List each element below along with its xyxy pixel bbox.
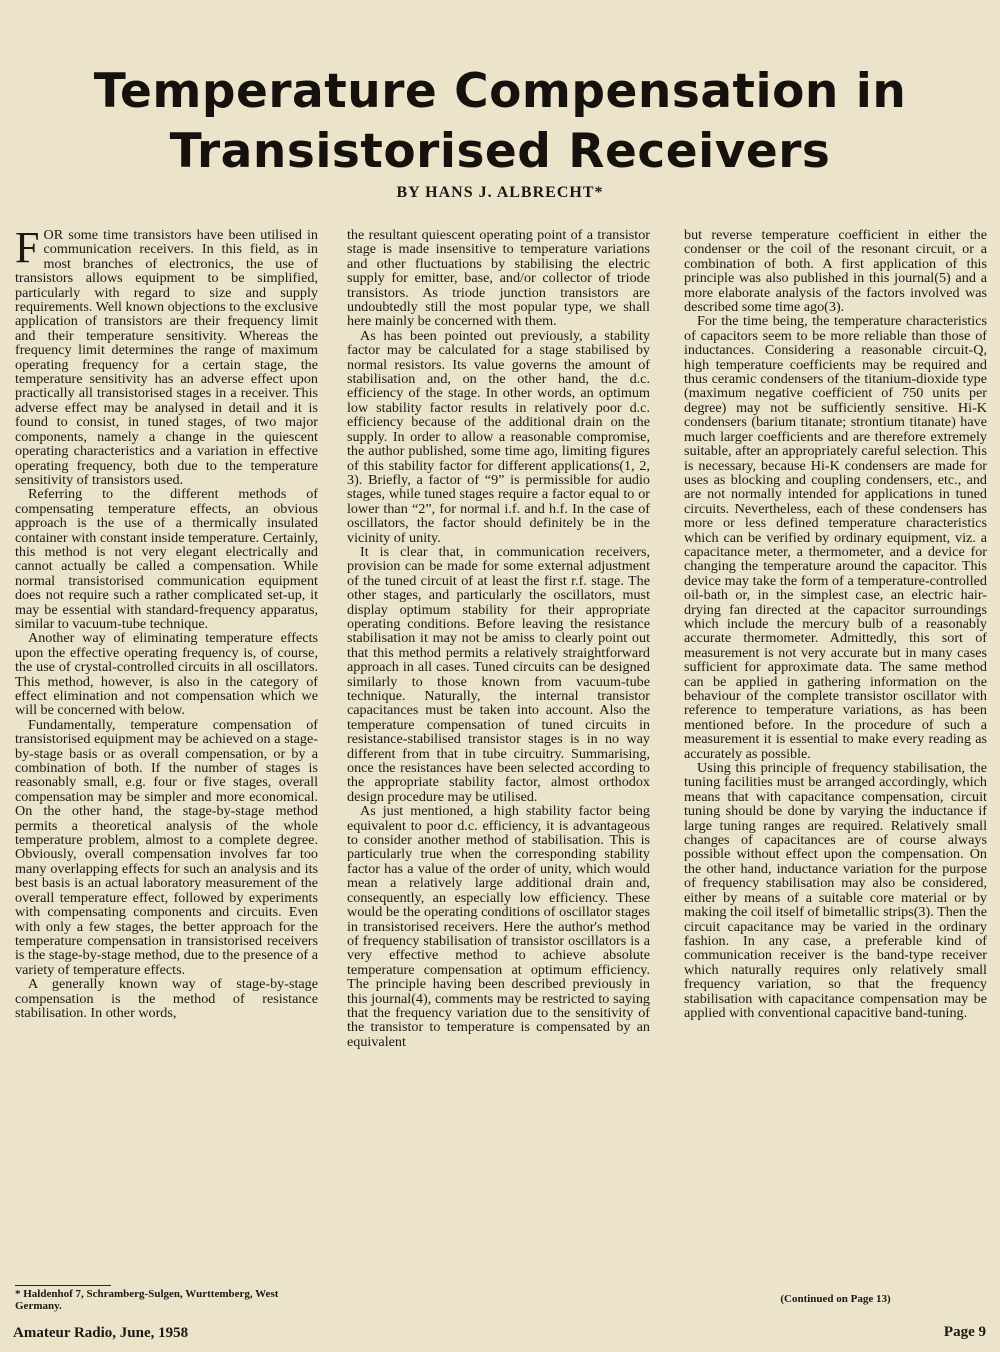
paragraph: the resultant quiescent operating point of a transistor stage is made insensitive to temperature variations and other fluctuations by stabilising the electric supply for emitter, base, and/or collector of triode transistors. As triode junction transistors are undoubtedly still the most popular type, we shall here mainly be concerned with them. (347, 227, 650, 330)
paragraph: For the time being, the temperature characteristics of capacitors seem to be more reliable than those of inductances. Considering a reasonable circuit-Q, high temperature coefficients may be required and thus ceramic condensers of the titanium-dioxide type (maximum negative coefficient of 750 units per degree) may not be sufficiently sensitive. Hi-K condensers (barium titanate; strontium titanate) have much larger coefficients and are therefore extremely suitable, after an appropriately careful selection. This is necessary, because Hi-K condensers are made for uses as blocking and coupling condensers, etc., and are not normally intended for applications in tuned circuits. Nevertheless, each of these condensers has more or less defined temperature characteristics which can be verified by ordinary equipment, viz. a capacitance meter, a thermometer, and a device for changing the temperature around the capacitor. This device may take the form of a temperature-controlled oil-bath or, in the simplest case, an electric hair-drying fan directed at the capacitor surroundings which include the mercury bulb of a reasonably accurate thermometer. Admittedly, this sort of measurement is not very accurate but in many cases sufficient for approximate data. The same method can be applied in gathering information on the behaviour of the complete transistor oscillator with reference to temperature variations, as has been mentioned before. In the procedure of such a measurement it is essential to make every reading as accurately as possible. (684, 313, 987, 762)
paragraph (15, 223, 318, 488)
continued-notice: (Continued on Page 13) (780, 1293, 891, 1305)
title-line-2: Transistorised Receivers (169, 124, 831, 179)
paragraph: Another way of eliminating temperature effects upon the effective operating frequency is, of course, the use of crystal-controlled circuits in all oscillators. This method, however, is also in the category of effect elimination and not compensation which we will be concerned with below. (15, 630, 318, 719)
paragraph: It is clear that, in communication receivers, provision can be made for some external adjustment of the tuned circuit of at least the first r.f. stage. The other stages, and particularly the oscillators, must display optimum stability for their appropriate operating conditions. Before leaving the resistance stabilisation it may not be amiss to clearly point out that this method permits a relatively straightforward approach in all cases. Tuned circuits can be designed similarly to those known from vacuum-tube technique. Naturally, the internal transistor capacitances must be taken into account. Also the temperature compensation of tuned circuits in resistance-stabilised transistor stages is in no way different from that in tube circuitry. Summarising, once the resistances have been selected according to the appropriate stability factor, almost orthodox design procedure may be utilised. (347, 543, 650, 805)
article-column-2 (347, 228, 650, 1049)
paragraph: but reverse temperature coefficient in either the condenser or the coil of the resonant circuit, or a combination of both. A first application of this principle was also published in this journal(5) and a more elaborate analysis of the factors involved was described some time ago(3). (684, 227, 987, 316)
title-line-1: Temperature Compensation in (93, 64, 907, 119)
author-byline: BY HANS J. ALBRECHT* (396, 184, 604, 201)
article-title (0, 62, 1000, 182)
paragraph: A generally known way of stage-by-stage compensation is the method of resistance stabilisation. In other words, (15, 976, 318, 1021)
publication-footer: Amateur Radio, June, 1958 (13, 1325, 189, 1341)
paragraph: As has been pointed out previously, a stability factor may be calculated for a stage stabilised by normal resistors. Its value governs the amount of stabilisation and, on the other hand, the d.c. efficiency of the stage. In other words, an optimum low stability factor results in relatively poor d.c. efficiency because of the additional drain on the supply. In order to allow a reasonable compromise, the author published, some time ago, limiting figures of this stability factor for different applications(1, 2, 3). Briefly, a factor of “9” is permissible for audio stages, while tuned stages require a factor equal to or lower than “2”, for normal i.f. and h.f. In the case of oscillators, the factor should definitely be in the vicinity of unity. (347, 327, 650, 546)
paragraph: Fundamentally, temperature compensation of transistorised equipment may be achieved on a stage-by-stage basis or as overall compensation, or by a combination of both. If the number of stages is reasonably small, e.g. four or five stages, overall compensation may be simpler and more economical. On the other hand, the stage-by-stage method permits a theoretical analysis of the whole temperature problem, almost to a complete degree. Obviously, overall compensation involves far too many overlapping effects for such an analysis and its best basis is an actual laboratory measurement of the overall temperature effect, followed by experiments with compensating components and circuits. Even with only a few stages, the better approach for the temperature compensation in transistorised receivers is the stage-by-stage method, due to the presence of a variety of temperature effects. (15, 716, 318, 978)
page-number: Page 9 (943, 1324, 986, 1340)
paragraph-text: OR some time transistors have been utilised in communication receivers. In this field, as in most branches of electronics, the use of transistors allows equipment to be simplified, particularly with regard to size and supply requirements. Well known objections to the exclusive application of transistors are their frequency limit and their temperature sensitivity. Whereas the frequency limit determines the range of maximum operating frequency for a certain stage, the temperature sensitivity has an adverse effect upon practically all transistorised stages in a receiver. This adverse effect may be analysed in detail and it is found to consist, in tuned stages, of two major components, namely a change in the quiescent operating characteristics and a variation in effective operating frequency, both due to the temperature sensitivity of transistors used. (15, 227, 318, 488)
article-column-1 (15, 223, 318, 1021)
paragraph: As just mentioned, a high stability factor being equivalent to poor d.c. efficiency, it is advantageous to consider another method of stabilisation. This is particularly true when the corresponding stability factor has a value of the order of unity, which would mean a relatively large additional drain and, consequently, an especially low efficiency. These would be the operating conditions of oscillator stages in transistorised receivers. Here the author's method of frequency stabilisation of transistor oscillators is a very effective method to achieve absolute temperature compensation at optimum efficiency. The principle having been described previously in this journal(4), comments may be restricted to saying that the frequency variation due to the sensitivity of the transistor to temperature is compensated by an equivalent (347, 803, 650, 1050)
paragraph: Referring to the different methods of compensating temperature effects, an obvious approach is the use of a thermically insulated container with constant inside temperature. Certainly, this method is not very elegant electrically and cannot actually be called a compensation. While normal transistorised communication equipment does not require such a rather complicated set-up, it may be essential with standard-frequency apparatus, similar to vacuum-tube technique. (15, 486, 318, 632)
footnote-divider (15, 1285, 111, 1286)
paragraph: Using this principle of frequency stabilisation, the tuning facilities must be arranged accordingly, which means that with capacitance compensation, circuit tuning should be done by varying the inductance if large tuning ranges are required. Relatively small changes of capacitances are of course always possible without effect upon the compensation. On the other hand, inductance variation for the purpose of frequency stabilisation may also be considered, either by means of a suitable core material or by making the coil itself of bimetallic strips(3). Then the circuit capacitance may be varied in the ordinary fashion. In any case, a preferable kind of communication receiver is the band-type receiver which naturally requires only relatively small frequency variation, so that the frequency stabilisation with capacitance compensation may be applied with conventional capacitive band-tuning. (684, 760, 987, 1021)
article-column-3 (684, 228, 987, 1020)
drop-cap: F (15, 223, 40, 272)
author-footnote: * Haldenhof 7, Schramberg-Sulgen, Wurttemberg, West Germany. (15, 1288, 279, 1312)
